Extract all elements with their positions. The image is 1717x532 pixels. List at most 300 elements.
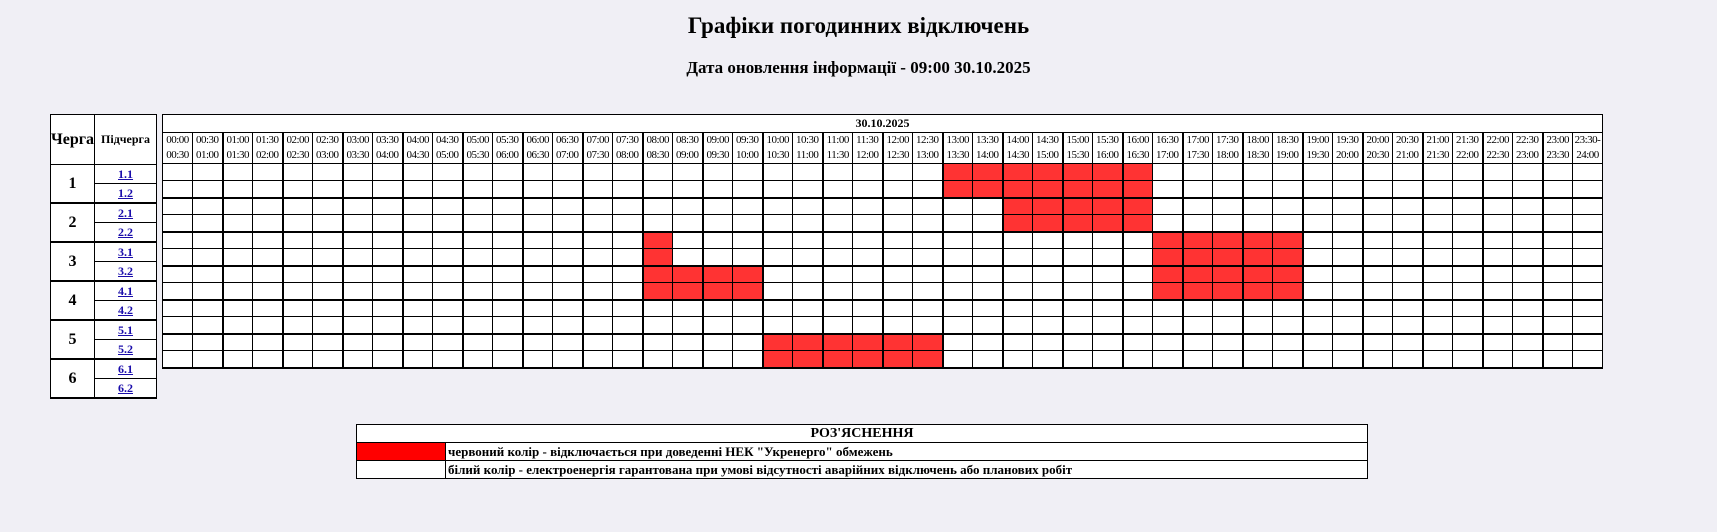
power-cell	[403, 283, 433, 300]
time-slot-start: 05:00	[466, 134, 490, 146]
power-cell	[643, 198, 673, 215]
time-slot-header	[973, 133, 1003, 164]
power-cell	[1483, 181, 1513, 198]
time-slot-end: 02:00	[255, 149, 279, 161]
power-cell	[1243, 351, 1273, 368]
power-cell	[1543, 215, 1573, 232]
power-cell	[163, 334, 193, 351]
subqueue-link[interactable]: 3.2	[118, 263, 134, 278]
subqueue-link[interactable]: 1.2	[118, 185, 134, 200]
power-cell	[583, 164, 613, 181]
subqueue-cell	[95, 359, 157, 379]
legend-row	[357, 461, 1368, 479]
time-slot-header	[1393, 133, 1423, 164]
time-slot-header	[253, 133, 283, 164]
time-slots-row	[163, 133, 1603, 164]
power-cell	[583, 266, 613, 283]
time-slot-start: 14:00	[1006, 134, 1030, 146]
power-cell	[763, 300, 793, 317]
time-slot-header	[343, 133, 373, 164]
power-cell	[433, 266, 463, 283]
schedule-row	[163, 249, 1603, 266]
time-slot-end: 20:30	[1366, 149, 1390, 161]
power-cell	[553, 317, 583, 334]
power-cell	[583, 283, 613, 300]
time-slot-header	[883, 133, 913, 164]
outage-cell	[1063, 181, 1093, 198]
power-cell	[493, 317, 523, 334]
schedule-row	[163, 300, 1603, 317]
time-slot-start: 09:00	[706, 134, 730, 146]
power-cell	[1393, 249, 1423, 266]
subqueue-link[interactable]: 4.1	[118, 283, 134, 298]
outage-cell	[763, 351, 793, 368]
power-cell	[343, 198, 373, 215]
power-cell	[1183, 164, 1213, 181]
time-slot-start: 00:00	[166, 134, 189, 146]
subqueue-link[interactable]: 6.1	[118, 361, 134, 376]
power-cell	[163, 198, 193, 215]
outage-cell	[1153, 283, 1183, 300]
schedule-row	[163, 181, 1603, 198]
power-cell	[163, 164, 193, 181]
power-cell	[1393, 351, 1423, 368]
time-slot-header	[313, 133, 343, 164]
outage-cell	[1273, 266, 1303, 283]
power-cell	[973, 198, 1003, 215]
power-cell	[1003, 300, 1033, 317]
subqueue-cell	[95, 184, 157, 204]
power-cell	[1273, 215, 1303, 232]
power-cell	[1483, 334, 1513, 351]
power-cell	[343, 266, 373, 283]
power-cell	[493, 198, 523, 215]
power-cell	[1093, 232, 1123, 249]
power-cell	[613, 317, 643, 334]
power-cell	[463, 164, 493, 181]
power-cell	[943, 215, 973, 232]
outage-cell	[1123, 181, 1153, 198]
power-cell	[193, 249, 223, 266]
power-cell	[853, 300, 883, 317]
power-cell	[1273, 164, 1303, 181]
time-slot-start: 21:30	[1455, 134, 1479, 146]
power-cell	[1543, 266, 1573, 283]
time-slot-start: 23:30-	[1574, 134, 1601, 146]
time-slot-start: 20:00	[1366, 134, 1390, 146]
outage-cell	[643, 266, 673, 283]
power-cell	[403, 249, 433, 266]
power-cell	[1153, 317, 1183, 334]
power-cell	[523, 181, 553, 198]
outage-cell	[913, 334, 943, 351]
power-cell	[373, 181, 403, 198]
power-cell	[163, 317, 193, 334]
power-cell	[433, 334, 463, 351]
power-cell	[463, 198, 493, 215]
outage-cell	[1033, 164, 1063, 181]
time-slot-start: 16:30	[1155, 134, 1179, 146]
time-slot-start: 14:30	[1035, 134, 1059, 146]
power-cell	[553, 164, 583, 181]
outage-cell	[1003, 198, 1033, 215]
subqueue-link[interactable]: 6.2	[118, 380, 134, 395]
time-slot-header	[553, 133, 583, 164]
outage-cell	[793, 351, 823, 368]
power-cell	[493, 164, 523, 181]
outage-cell	[763, 334, 793, 351]
time-slot-end: 17:00	[1155, 149, 1179, 161]
time-slot-start: 16:00	[1126, 134, 1150, 146]
time-slot-end: 03:30	[346, 149, 370, 161]
power-cell	[1093, 283, 1123, 300]
power-cell	[643, 351, 673, 368]
power-cell	[1483, 300, 1513, 317]
power-cell	[223, 181, 253, 198]
power-cell	[433, 164, 463, 181]
power-cell	[1303, 317, 1333, 334]
power-cell	[1513, 181, 1543, 198]
power-cell	[343, 232, 373, 249]
subqueue-link[interactable]: 1.1	[118, 166, 134, 181]
power-cell	[793, 266, 823, 283]
power-cell	[1303, 300, 1333, 317]
power-cell	[1513, 164, 1543, 181]
power-cell	[1453, 334, 1483, 351]
power-cell	[1573, 283, 1603, 300]
time-slot-header	[1093, 133, 1123, 164]
time-slot-start: 04:30	[435, 134, 459, 146]
power-cell	[403, 181, 433, 198]
time-slot-end: 09:30	[706, 149, 730, 161]
power-cell	[313, 266, 343, 283]
power-cell	[1423, 334, 1453, 351]
power-cell	[823, 215, 853, 232]
power-cell	[463, 266, 493, 283]
power-cell	[1213, 198, 1243, 215]
power-cell	[403, 266, 433, 283]
schedule-row	[163, 317, 1603, 334]
power-cell	[1513, 300, 1543, 317]
power-cell	[553, 266, 583, 283]
time-slot-end: 11:30	[826, 149, 849, 161]
power-cell	[343, 181, 373, 198]
power-cell	[943, 351, 973, 368]
power-cell	[253, 198, 283, 215]
power-cell	[283, 334, 313, 351]
power-cell	[1153, 334, 1183, 351]
time-slot-end: 06:00	[495, 149, 519, 161]
power-cell	[163, 232, 193, 249]
time-slot-end: 17:30	[1186, 149, 1210, 161]
power-cell	[1123, 266, 1153, 283]
power-cell	[883, 266, 913, 283]
power-cell	[1393, 266, 1423, 283]
power-cell	[823, 317, 853, 334]
time-slot-header	[793, 133, 823, 164]
power-cell	[733, 181, 763, 198]
power-cell	[973, 300, 1003, 317]
time-slot-header	[913, 133, 943, 164]
power-cell	[163, 249, 193, 266]
outage-cell	[643, 249, 673, 266]
power-cell	[403, 351, 433, 368]
outage-cell	[1243, 232, 1273, 249]
power-cell	[553, 351, 583, 368]
power-cell	[973, 249, 1003, 266]
power-cell	[853, 164, 883, 181]
power-cell	[703, 334, 733, 351]
power-cell	[223, 300, 253, 317]
power-cell	[1573, 300, 1603, 317]
power-cell	[1513, 283, 1543, 300]
power-cell	[163, 283, 193, 300]
power-cell	[913, 181, 943, 198]
power-cell	[823, 198, 853, 215]
power-cell	[433, 181, 463, 198]
time-slot-start: 12:30	[915, 134, 939, 146]
power-cell	[583, 232, 613, 249]
power-cell	[883, 198, 913, 215]
time-slot-start: 05:30	[495, 134, 519, 146]
power-cell	[403, 334, 433, 351]
power-cell	[343, 249, 373, 266]
power-cell	[193, 198, 223, 215]
subqueue-cell	[95, 320, 157, 340]
power-cell	[1573, 181, 1603, 198]
power-cell	[583, 249, 613, 266]
power-cell	[193, 266, 223, 283]
power-cell	[1243, 164, 1273, 181]
power-cell	[373, 300, 403, 317]
power-cell	[313, 300, 343, 317]
power-cell	[1573, 334, 1603, 351]
power-cell	[703, 249, 733, 266]
power-cell	[1573, 164, 1603, 181]
power-cell	[1003, 232, 1033, 249]
time-slot-header	[853, 133, 883, 164]
time-slot-header	[1243, 133, 1273, 164]
time-slot-header	[193, 133, 223, 164]
power-cell	[1363, 181, 1393, 198]
time-slot-start: 15:30	[1095, 134, 1119, 146]
subqueue-cell	[95, 281, 157, 301]
power-cell	[1063, 249, 1093, 266]
power-cell	[613, 249, 643, 266]
power-cell	[583, 215, 613, 232]
legend-text: білий колір - електроенергія гарантована при умові відсутності аварійних відключень або планових робіт	[446, 461, 1368, 479]
power-cell	[1543, 283, 1573, 300]
power-cell	[1453, 164, 1483, 181]
power-cell	[253, 266, 283, 283]
queue-number: 5	[51, 320, 95, 359]
power-cell	[163, 351, 193, 368]
time-slot-start: 19:00	[1306, 134, 1330, 146]
outage-cell	[883, 351, 913, 368]
power-cell	[853, 249, 883, 266]
power-cell	[913, 215, 943, 232]
power-cell	[733, 317, 763, 334]
time-slot-end: 12:00	[855, 149, 879, 161]
power-cell	[253, 300, 283, 317]
power-cell	[1393, 198, 1423, 215]
power-cell	[703, 300, 733, 317]
power-cell	[1063, 317, 1093, 334]
power-cell	[643, 334, 673, 351]
power-cell	[1363, 249, 1393, 266]
legend-row	[357, 443, 1368, 461]
power-cell	[883, 215, 913, 232]
power-cell	[823, 300, 853, 317]
outage-cell	[1063, 164, 1093, 181]
time-slot-end: 16:30	[1126, 149, 1150, 161]
power-cell	[1303, 181, 1333, 198]
power-cell	[973, 317, 1003, 334]
power-cell	[853, 232, 883, 249]
power-cell	[763, 181, 793, 198]
power-cell	[313, 232, 343, 249]
time-slot-header	[223, 133, 253, 164]
power-cell	[523, 164, 553, 181]
time-slot-start: 08:00	[646, 134, 670, 146]
power-cell	[943, 266, 973, 283]
outage-cell	[823, 334, 853, 351]
power-cell	[1333, 181, 1363, 198]
power-cell	[193, 181, 223, 198]
time-slot-start: 07:00	[586, 134, 610, 146]
power-cell	[1333, 198, 1363, 215]
power-cell	[1243, 198, 1273, 215]
time-slot-start: 13:30	[975, 134, 999, 146]
power-cell	[703, 164, 733, 181]
power-cell	[763, 198, 793, 215]
power-cell	[193, 317, 223, 334]
power-cell	[1333, 300, 1363, 317]
subqueue-link[interactable]: 2.2	[118, 224, 134, 239]
power-cell	[283, 164, 313, 181]
power-cell	[703, 215, 733, 232]
power-cell	[823, 249, 853, 266]
power-cell	[193, 164, 223, 181]
power-cell	[1333, 164, 1363, 181]
time-slot-start: 15:00	[1066, 134, 1090, 146]
power-cell	[883, 283, 913, 300]
power-cell	[1423, 317, 1453, 334]
power-cell	[1483, 266, 1513, 283]
power-cell	[793, 164, 823, 181]
power-cell	[463, 249, 493, 266]
power-cell	[733, 164, 763, 181]
power-cell	[853, 266, 883, 283]
power-cell	[223, 266, 253, 283]
time-slot-header	[613, 133, 643, 164]
power-cell	[493, 266, 523, 283]
time-slot-start: 07:30	[615, 134, 639, 146]
power-cell	[1063, 300, 1093, 317]
subqueue-link[interactable]: 2.1	[118, 205, 134, 220]
subqueue-link[interactable]: 5.2	[118, 341, 134, 356]
legend-title: РОЗ'ЯСНЕННЯ	[357, 425, 1368, 443]
subqueue-header: Підчерга	[95, 115, 157, 165]
outage-cell	[823, 351, 853, 368]
power-cell	[763, 164, 793, 181]
outage-cell	[1243, 266, 1273, 283]
power-cell	[1033, 317, 1063, 334]
power-cell	[1273, 198, 1303, 215]
power-cell	[913, 249, 943, 266]
time-slot-start: 19:30	[1335, 134, 1359, 146]
power-cell	[943, 334, 973, 351]
power-cell	[433, 283, 463, 300]
power-cell	[1033, 351, 1063, 368]
power-cell	[1393, 164, 1423, 181]
power-cell	[1153, 181, 1183, 198]
power-cell	[943, 300, 973, 317]
power-cell	[553, 181, 583, 198]
time-slot-end: 15:30	[1066, 149, 1090, 161]
power-cell	[193, 334, 223, 351]
subqueue-cell	[95, 242, 157, 262]
outage-cell	[643, 232, 673, 249]
power-cell	[673, 181, 703, 198]
power-cell	[913, 232, 943, 249]
power-cell	[463, 215, 493, 232]
power-cell	[493, 283, 523, 300]
time-slot-start: 02:00	[286, 134, 310, 146]
time-slot-end: 05:00	[435, 149, 459, 161]
subqueue-link[interactable]: 4.2	[118, 302, 134, 317]
power-cell	[1213, 351, 1243, 368]
power-cell	[193, 351, 223, 368]
time-slot-header	[1213, 133, 1243, 164]
power-cell	[1333, 215, 1363, 232]
power-cell	[1213, 300, 1243, 317]
schedule-row	[163, 351, 1603, 368]
power-cell	[1063, 351, 1093, 368]
subqueue-cell	[95, 223, 157, 243]
time-slot-end: 08:00	[615, 149, 639, 161]
power-cell	[343, 300, 373, 317]
time-slot-end: 08:30	[646, 149, 670, 161]
power-cell	[1093, 249, 1123, 266]
outage-cell	[1153, 266, 1183, 283]
schedule-row	[163, 334, 1603, 351]
power-cell	[703, 351, 733, 368]
power-cell	[793, 317, 823, 334]
power-cell	[523, 232, 553, 249]
time-slot-end: 22:30	[1486, 149, 1510, 161]
subqueue-link[interactable]: 3.1	[118, 244, 134, 259]
power-cell	[1033, 266, 1063, 283]
power-cell	[553, 249, 583, 266]
queue-number: 4	[51, 281, 95, 320]
power-cell	[1093, 266, 1123, 283]
power-cell	[1453, 266, 1483, 283]
power-cell	[1333, 249, 1363, 266]
power-cell	[1213, 317, 1243, 334]
outage-cell	[1213, 283, 1243, 300]
power-cell	[883, 249, 913, 266]
power-cell	[1183, 351, 1213, 368]
power-cell	[1363, 215, 1393, 232]
outage-cell	[1183, 266, 1213, 283]
schedule-grid	[162, 114, 1603, 369]
subqueue-link[interactable]: 5.1	[118, 322, 134, 337]
time-slot-header	[1453, 133, 1483, 164]
power-cell	[973, 283, 1003, 300]
power-cell	[163, 300, 193, 317]
power-cell	[373, 283, 403, 300]
